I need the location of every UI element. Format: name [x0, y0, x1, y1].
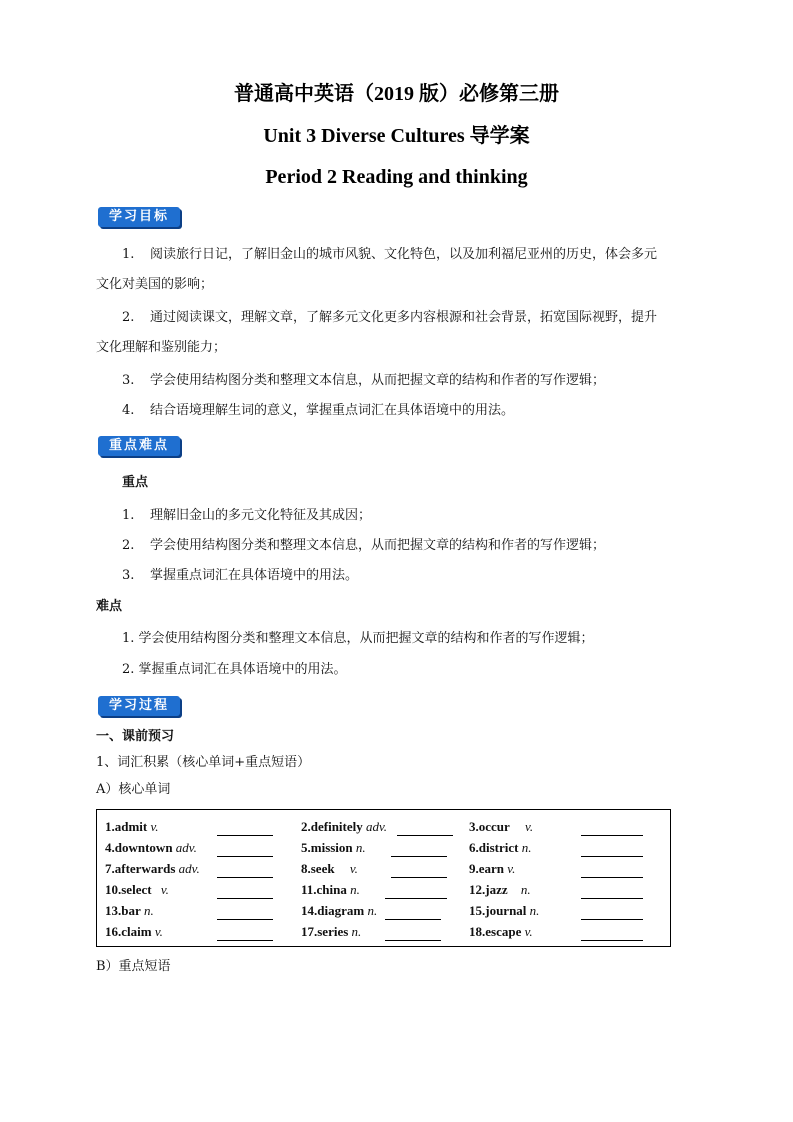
key-num: 1. [122, 508, 135, 523]
objectives-badge: 学习目标 [98, 207, 180, 227]
answer-blank[interactable] [581, 919, 643, 920]
vocab-item [301, 923, 361, 941]
vocab-item [301, 839, 366, 857]
vocab-table [96, 809, 671, 947]
key-item-1 [122, 507, 371, 525]
vocab-pos: v. [150, 819, 159, 834]
process-badge: 学习过程 [98, 696, 180, 716]
key-num: 2. [122, 538, 135, 553]
vocab-pos: n. [529, 903, 540, 918]
vocab-row [97, 860, 670, 880]
vocab-row [97, 881, 670, 901]
vocab-word: 9.earn [469, 861, 505, 876]
answer-blank[interactable] [391, 877, 447, 878]
answer-blank[interactable] [217, 877, 273, 878]
vocab-word: 10.select [105, 882, 152, 897]
key-item-2 [122, 537, 605, 555]
vocab-item [469, 881, 531, 899]
vocab-pos: adv. [178, 861, 200, 876]
answer-blank[interactable] [581, 940, 643, 941]
vocab-item [301, 881, 360, 899]
vocab-row [97, 923, 670, 943]
vocab-word: 3.occur [469, 819, 510, 834]
vocab-word: 7.afterwards [105, 861, 176, 876]
vocab-pos: v. [160, 882, 169, 897]
vocab-pos: n. [350, 882, 360, 897]
answer-blank[interactable] [385, 940, 441, 941]
vocab-item [105, 923, 163, 941]
vocab-row [97, 839, 670, 859]
vocab-word: 18.escape [469, 924, 522, 939]
key-phrases-label: B）重点短语 [96, 959, 171, 974]
key-text: 学会使用结构图分类和整理文本信息，从而把握文章的结构和作者的写作逻辑； [150, 538, 606, 553]
key-text: 理解旧金山的多元文化特征及其成因； [150, 508, 372, 523]
difficult-item-1: 1. 学会使用结构图分类和整理文本信息，从而把握文章的结构和作者的写作逻辑； [122, 631, 594, 646]
objective-text: 结合语境理解生词的意义，掌握重点词汇在具体语境中的用法。 [150, 403, 515, 418]
vocab-subheading: 1、词汇积累（核心单词+重点短语） [96, 755, 311, 770]
vocab-pos: v. [154, 924, 163, 939]
objective-num: 2. [122, 310, 135, 325]
objective-item-4 [122, 402, 514, 420]
objective-item-3 [122, 372, 605, 390]
key-num: 3. [122, 568, 135, 583]
unit-title: Unit 3 Diverse Cultures 导学案 [263, 125, 530, 147]
vocab-item [469, 818, 533, 836]
answer-blank[interactable] [391, 856, 447, 857]
vocab-item [301, 902, 377, 920]
preview-heading: 一、课前预习 [96, 729, 175, 744]
vocab-item [301, 818, 387, 836]
vocab-item [469, 839, 531, 857]
objective-text: 阅读旅行日记，了解旧金山的城市风貌、文化特色，以及加利福尼亚州的历史，体会多元 [150, 247, 658, 262]
period-title: Period 2 Reading and thinking [265, 166, 528, 188]
answer-blank[interactable] [581, 835, 643, 836]
objective-item-1-cont: 文化对美国的影响； [96, 277, 214, 292]
vocab-item [105, 839, 197, 857]
vocab-word: 1.admit [105, 819, 148, 834]
answer-blank[interactable] [217, 940, 273, 941]
vocab-pos: adv. [175, 840, 197, 855]
vocab-item [105, 818, 159, 836]
keypoints-badge: 重点难点 [98, 436, 180, 456]
objective-num: 4. [122, 403, 135, 418]
answer-blank[interactable] [581, 898, 643, 899]
vocab-pos: n. [144, 903, 154, 918]
answer-blank[interactable] [581, 856, 643, 857]
vocab-item [469, 902, 539, 920]
objective-text: 学会使用结构图分类和整理文本信息，从而把握文章的结构和作者的写作逻辑； [150, 373, 606, 388]
vocab-item [105, 860, 200, 878]
vocab-item [469, 860, 515, 878]
vocab-word: 17.series [301, 924, 349, 939]
vocab-word: 2.definitely [301, 819, 363, 834]
objective-text: 通过阅读课文，理解文章，了解多元文化更多内容根源和社会背景，拓宽国际视野，提升 [150, 310, 658, 325]
vocab-word: 11.china [301, 882, 347, 897]
vocab-item [301, 860, 358, 878]
answer-blank[interactable] [385, 919, 441, 920]
vocab-pos: n. [520, 882, 531, 897]
key-text: 掌握重点词汇在具体语境中的用法。 [150, 568, 359, 583]
vocab-word: 14.diagram [301, 903, 365, 918]
vocab-pos: v. [524, 924, 533, 939]
answer-blank[interactable] [217, 919, 273, 920]
vocab-item [469, 923, 533, 941]
vocab-word: 6.district [469, 840, 519, 855]
vocab-word: 15.journal [469, 903, 527, 918]
objective-num: 1. [122, 247, 135, 262]
vocab-word: 13.bar [105, 903, 141, 918]
vocab-row [97, 902, 670, 922]
answer-blank[interactable] [217, 898, 273, 899]
vocab-pos: v. [507, 861, 516, 876]
answer-blank[interactable] [217, 856, 273, 857]
vocab-pos: n. [521, 840, 532, 855]
vocab-pos: v. [525, 819, 534, 834]
vocab-word: 5.mission [301, 840, 353, 855]
objective-item-2-cont: 文化理解和鉴别能力； [96, 340, 227, 355]
key-item-3 [122, 567, 358, 585]
vocab-word: 12.jazz [469, 882, 508, 897]
answer-blank[interactable] [217, 835, 273, 836]
vocab-item [105, 881, 169, 899]
vocab-pos: adv. [366, 819, 388, 834]
difficult-item-2: 2. 掌握重点词汇在具体语境中的用法。 [122, 662, 347, 677]
objective-item-2 [122, 309, 657, 327]
vocab-row [97, 818, 670, 838]
key-label: 重点 [122, 475, 149, 490]
vocab-pos: n. [355, 840, 366, 855]
objective-item-1 [122, 246, 657, 264]
answer-blank[interactable] [397, 835, 453, 836]
vocab-word: 4.downtown [105, 840, 173, 855]
vocab-word: 16.claim [105, 924, 152, 939]
vocab-pos: n. [351, 924, 362, 939]
document-title: 普通高中英语（2019 版）必修第三册 [234, 83, 559, 105]
answer-blank[interactable] [385, 898, 447, 899]
vocab-word: 8.seek [301, 861, 335, 876]
vocab-pos: v. [349, 861, 358, 876]
core-words-label: A）核心单词 [96, 782, 171, 797]
vocab-pos: n. [367, 903, 378, 918]
objective-num: 3. [122, 373, 135, 388]
vocab-item [105, 902, 154, 920]
answer-blank[interactable] [581, 877, 643, 878]
difficult-label: 难点 [96, 599, 123, 614]
